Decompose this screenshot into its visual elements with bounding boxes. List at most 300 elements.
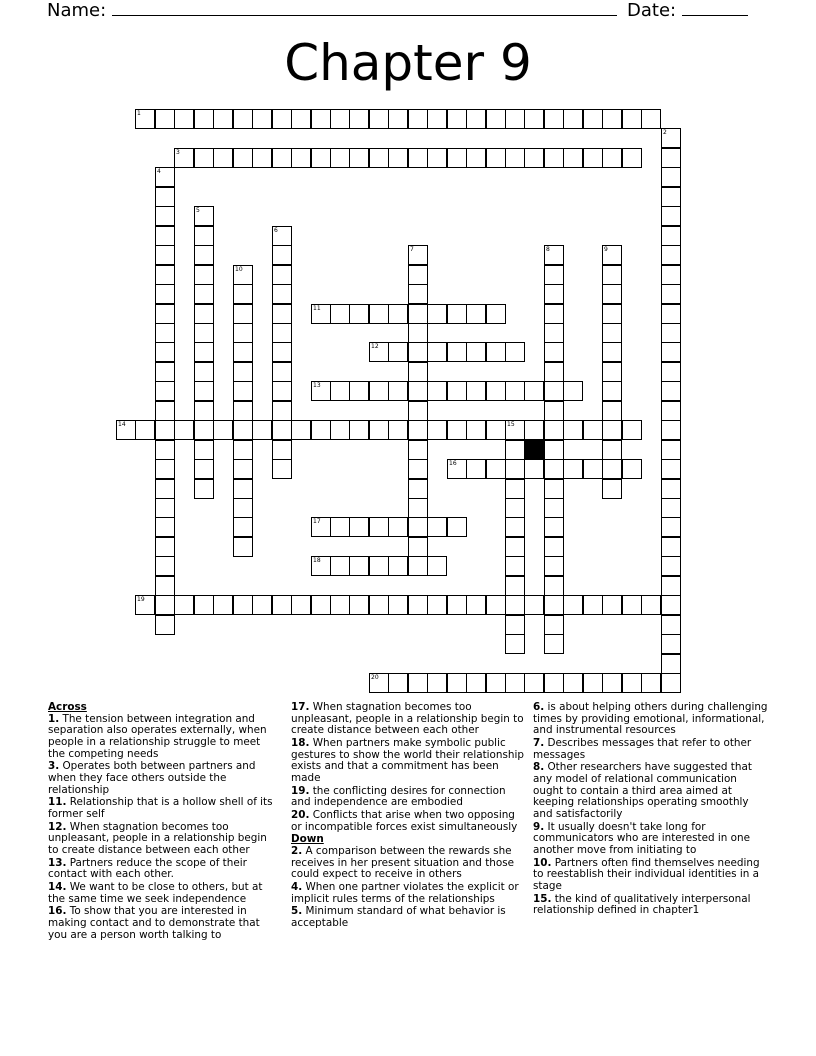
- grid-cell[interactable]: [233, 109, 253, 129]
- grid-cell[interactable]: [408, 459, 428, 479]
- grid-cell[interactable]: [544, 420, 564, 440]
- grid-cell[interactable]: [427, 556, 447, 576]
- grid-cell[interactable]: [544, 148, 564, 168]
- grid-cell[interactable]: [524, 673, 544, 693]
- grid-cell[interactable]: [408, 304, 428, 324]
- grid-cell[interactable]: [622, 109, 642, 129]
- grid-cell[interactable]: [233, 362, 253, 382]
- grid-cell[interactable]: [155, 362, 175, 382]
- grid-cell[interactable]: [272, 342, 292, 362]
- grid-cell[interactable]: [641, 109, 661, 129]
- grid-cell[interactable]: [408, 556, 428, 576]
- grid-cell[interactable]: [388, 420, 408, 440]
- grid-cell[interactable]: [408, 342, 428, 362]
- grid-cell[interactable]: [116, 420, 136, 440]
- grid-cell[interactable]: [602, 595, 622, 615]
- grid-cell[interactable]: [349, 304, 369, 324]
- grid-cell[interactable]: [602, 148, 622, 168]
- grid-cell[interactable]: [135, 109, 155, 129]
- grid-cell[interactable]: [388, 381, 408, 401]
- grid-cell[interactable]: [135, 595, 155, 615]
- grid-cell[interactable]: [233, 459, 253, 479]
- grid-cell[interactable]: [252, 595, 272, 615]
- grid-cell[interactable]: [661, 265, 681, 285]
- grid-cell[interactable]: [563, 673, 583, 693]
- grid-cell[interactable]: [155, 342, 175, 362]
- grid-cell[interactable]: [661, 440, 681, 460]
- grid-cell[interactable]: [349, 148, 369, 168]
- grid-cell[interactable]: [622, 673, 642, 693]
- grid-cell[interactable]: [583, 459, 603, 479]
- grid-cell[interactable]: [174, 148, 194, 168]
- grid-cell[interactable]: [369, 420, 389, 440]
- grid-cell[interactable]: [233, 479, 253, 499]
- grid-cell[interactable]: [466, 342, 486, 362]
- grid-cell[interactable]: [155, 226, 175, 246]
- grid-cell[interactable]: [233, 323, 253, 343]
- grid-cell[interactable]: [602, 362, 622, 382]
- grid-cell[interactable]: [505, 615, 525, 635]
- grid-cell[interactable]: [544, 615, 564, 635]
- grid-cell[interactable]: [486, 595, 506, 615]
- grid-cell[interactable]: [155, 109, 175, 129]
- grid-cell[interactable]: [661, 673, 681, 693]
- grid-cell[interactable]: [505, 517, 525, 537]
- grid-cell[interactable]: [661, 304, 681, 324]
- grid-cell[interactable]: [155, 265, 175, 285]
- grid-cell[interactable]: [369, 673, 389, 693]
- grid-cell[interactable]: [622, 595, 642, 615]
- grid-cell[interactable]: [311, 595, 331, 615]
- grid-cell[interactable]: [194, 148, 214, 168]
- grid-cell[interactable]: [194, 245, 214, 265]
- grid-cell[interactable]: [661, 634, 681, 654]
- grid-cell[interactable]: [233, 537, 253, 557]
- grid-cell[interactable]: [194, 323, 214, 343]
- grid-cell[interactable]: [524, 109, 544, 129]
- grid-cell[interactable]: [408, 440, 428, 460]
- grid-cell[interactable]: [330, 517, 350, 537]
- grid-cell[interactable]: [505, 109, 525, 129]
- grid-cell[interactable]: [388, 556, 408, 576]
- grid-cell[interactable]: [661, 420, 681, 440]
- grid-cell[interactable]: [272, 265, 292, 285]
- grid-cell[interactable]: [505, 459, 525, 479]
- grid-cell[interactable]: [194, 401, 214, 421]
- grid-cell[interactable]: [408, 517, 428, 537]
- grid-cell[interactable]: [272, 304, 292, 324]
- grid-cell[interactable]: [330, 420, 350, 440]
- grid-cell[interactable]: [563, 420, 583, 440]
- grid-cell[interactable]: [388, 342, 408, 362]
- grid-cell[interactable]: [602, 401, 622, 421]
- grid-cell[interactable]: [194, 595, 214, 615]
- grid-cell[interactable]: [155, 537, 175, 557]
- grid-cell[interactable]: [447, 420, 467, 440]
- grid-cell[interactable]: [272, 109, 292, 129]
- grid-cell[interactable]: [272, 440, 292, 460]
- grid-cell[interactable]: [155, 479, 175, 499]
- grid-cell[interactable]: [544, 537, 564, 557]
- grid-cell[interactable]: [583, 595, 603, 615]
- grid-cell[interactable]: [544, 556, 564, 576]
- grid-cell[interactable]: [661, 381, 681, 401]
- grid-cell[interactable]: [544, 595, 564, 615]
- grid-cell[interactable]: [233, 304, 253, 324]
- grid-cell[interactable]: [272, 148, 292, 168]
- grid-cell[interactable]: [194, 342, 214, 362]
- grid-cell[interactable]: [291, 109, 311, 129]
- grid-cell[interactable]: [155, 187, 175, 207]
- grid-cell[interactable]: [427, 673, 447, 693]
- grid-cell[interactable]: [486, 420, 506, 440]
- grid-cell[interactable]: [447, 342, 467, 362]
- grid-cell[interactable]: [311, 304, 331, 324]
- grid-cell[interactable]: [505, 537, 525, 557]
- grid-cell[interactable]: [388, 304, 408, 324]
- grid-cell[interactable]: [505, 440, 525, 460]
- grid-cell[interactable]: [233, 595, 253, 615]
- grid-cell[interactable]: [194, 420, 214, 440]
- grid-cell[interactable]: [544, 498, 564, 518]
- grid-cell[interactable]: [233, 498, 253, 518]
- grid-cell[interactable]: [466, 459, 486, 479]
- grid-cell[interactable]: [174, 109, 194, 129]
- grid-cell[interactable]: [233, 440, 253, 460]
- grid-cell[interactable]: [369, 517, 389, 537]
- grid-cell[interactable]: [155, 420, 175, 440]
- grid-cell[interactable]: [194, 440, 214, 460]
- grid-cell[interactable]: [602, 265, 622, 285]
- grid-cell[interactable]: [194, 226, 214, 246]
- grid-cell[interactable]: [233, 284, 253, 304]
- grid-cell[interactable]: [661, 245, 681, 265]
- grid-cell[interactable]: [505, 420, 525, 440]
- grid-cell[interactable]: [661, 187, 681, 207]
- grid-cell[interactable]: [155, 498, 175, 518]
- grid-cell[interactable]: [349, 517, 369, 537]
- grid-cell[interactable]: [427, 342, 447, 362]
- grid-cell[interactable]: [602, 440, 622, 460]
- grid-cell[interactable]: [194, 459, 214, 479]
- grid-cell[interactable]: [330, 595, 350, 615]
- grid-cell[interactable]: [272, 226, 292, 246]
- grid-cell[interactable]: [155, 284, 175, 304]
- grid-cell[interactable]: [349, 556, 369, 576]
- grid-cell[interactable]: [194, 284, 214, 304]
- grid-cell[interactable]: [661, 459, 681, 479]
- grid-cell[interactable]: [466, 420, 486, 440]
- grid-cell[interactable]: [369, 381, 389, 401]
- grid-cell[interactable]: [486, 109, 506, 129]
- grid-cell[interactable]: [311, 420, 331, 440]
- grid-cell[interactable]: [602, 673, 622, 693]
- grid-cell[interactable]: [602, 420, 622, 440]
- grid-cell[interactable]: [272, 284, 292, 304]
- grid-cell[interactable]: [447, 381, 467, 401]
- grid-cell[interactable]: [486, 342, 506, 362]
- grid-cell[interactable]: [272, 595, 292, 615]
- grid-cell[interactable]: [661, 517, 681, 537]
- grid-cell[interactable]: [272, 362, 292, 382]
- grid-cell[interactable]: [233, 148, 253, 168]
- grid-cell[interactable]: [252, 420, 272, 440]
- grid-cell[interactable]: [544, 459, 564, 479]
- grid-cell[interactable]: [505, 148, 525, 168]
- grid-cell[interactable]: [272, 323, 292, 343]
- grid-cell[interactable]: [602, 381, 622, 401]
- grid-cell[interactable]: [544, 245, 564, 265]
- grid-cell[interactable]: [233, 420, 253, 440]
- grid-cell[interactable]: [155, 556, 175, 576]
- grid-cell[interactable]: [427, 517, 447, 537]
- grid-cell[interactable]: [272, 401, 292, 421]
- grid-cell[interactable]: [427, 420, 447, 440]
- grid-cell[interactable]: [427, 148, 447, 168]
- grid-cell[interactable]: [213, 420, 233, 440]
- grid-cell[interactable]: [661, 323, 681, 343]
- grid-cell[interactable]: [622, 420, 642, 440]
- grid-cell[interactable]: [155, 245, 175, 265]
- grid-cell[interactable]: [408, 420, 428, 440]
- grid-cell[interactable]: [369, 304, 389, 324]
- grid-cell[interactable]: [388, 109, 408, 129]
- grid-cell[interactable]: [135, 420, 155, 440]
- grid-cell[interactable]: [447, 304, 467, 324]
- grid-cell[interactable]: [233, 517, 253, 537]
- grid-cell[interactable]: [447, 459, 467, 479]
- grid-cell[interactable]: [602, 245, 622, 265]
- grid-cell[interactable]: [291, 420, 311, 440]
- grid-cell[interactable]: [311, 556, 331, 576]
- grid-cell[interactable]: [602, 342, 622, 362]
- grid-cell[interactable]: [408, 265, 428, 285]
- grid-cell[interactable]: [661, 615, 681, 635]
- grid-cell[interactable]: [330, 304, 350, 324]
- grid-cell[interactable]: [544, 517, 564, 537]
- grid-cell[interactable]: [505, 479, 525, 499]
- grid-cell[interactable]: [602, 304, 622, 324]
- grid-cell[interactable]: [602, 459, 622, 479]
- grid-cell[interactable]: [194, 109, 214, 129]
- grid-cell[interactable]: [388, 595, 408, 615]
- grid-cell[interactable]: [505, 498, 525, 518]
- grid-cell[interactable]: [155, 595, 175, 615]
- grid-cell[interactable]: [369, 342, 389, 362]
- grid-cell[interactable]: [311, 109, 331, 129]
- grid-cell[interactable]: [155, 206, 175, 226]
- grid-cell[interactable]: [369, 148, 389, 168]
- grid-cell[interactable]: [330, 109, 350, 129]
- grid-cell[interactable]: [466, 148, 486, 168]
- grid-cell[interactable]: [349, 420, 369, 440]
- grid-cell[interactable]: [563, 381, 583, 401]
- grid-cell[interactable]: [583, 109, 603, 129]
- grid-cell[interactable]: [233, 401, 253, 421]
- grid-cell[interactable]: [233, 381, 253, 401]
- grid-cell[interactable]: [252, 109, 272, 129]
- grid-cell[interactable]: [563, 459, 583, 479]
- grid-cell[interactable]: [447, 595, 467, 615]
- grid-cell[interactable]: [427, 381, 447, 401]
- grid-cell[interactable]: [213, 595, 233, 615]
- grid-cell[interactable]: [661, 148, 681, 168]
- grid-cell[interactable]: [408, 284, 428, 304]
- grid-cell[interactable]: [661, 226, 681, 246]
- grid-cell[interactable]: [155, 167, 175, 187]
- grid-cell[interactable]: [583, 148, 603, 168]
- grid-cell[interactable]: [311, 517, 331, 537]
- grid-cell[interactable]: [291, 148, 311, 168]
- grid-cell[interactable]: [272, 420, 292, 440]
- grid-cell[interactable]: [661, 556, 681, 576]
- grid-cell[interactable]: [233, 265, 253, 285]
- grid-cell[interactable]: [544, 401, 564, 421]
- grid-cell[interactable]: [661, 401, 681, 421]
- grid-cell[interactable]: [466, 595, 486, 615]
- grid-cell[interactable]: [544, 284, 564, 304]
- grid-cell[interactable]: [622, 459, 642, 479]
- grid-cell[interactable]: [213, 148, 233, 168]
- grid-cell[interactable]: [408, 109, 428, 129]
- grid-cell[interactable]: [427, 304, 447, 324]
- grid-cell[interactable]: [661, 206, 681, 226]
- grid-cell[interactable]: [194, 479, 214, 499]
- grid-cell[interactable]: [330, 556, 350, 576]
- grid-cell[interactable]: [602, 284, 622, 304]
- grid-cell[interactable]: [524, 148, 544, 168]
- grid-cell[interactable]: [544, 381, 564, 401]
- grid-cell[interactable]: [155, 304, 175, 324]
- grid-cell[interactable]: [408, 148, 428, 168]
- grid-cell[interactable]: [544, 440, 564, 460]
- grid-cell[interactable]: [505, 576, 525, 596]
- grid-cell[interactable]: [641, 595, 661, 615]
- grid-cell[interactable]: [194, 381, 214, 401]
- grid-cell[interactable]: [602, 323, 622, 343]
- grid-cell[interactable]: [174, 595, 194, 615]
- grid-cell[interactable]: [388, 517, 408, 537]
- grid-cell[interactable]: [661, 576, 681, 596]
- grid-cell[interactable]: [330, 148, 350, 168]
- grid-cell[interactable]: [661, 479, 681, 499]
- grid-cell[interactable]: [466, 381, 486, 401]
- grid-cell[interactable]: [505, 595, 525, 615]
- grid-cell[interactable]: [233, 342, 253, 362]
- grid-cell[interactable]: [349, 109, 369, 129]
- grid-cell[interactable]: [194, 362, 214, 382]
- grid-cell[interactable]: [524, 381, 544, 401]
- grid-cell[interactable]: [408, 537, 428, 557]
- grid-cell[interactable]: [155, 517, 175, 537]
- grid-cell[interactable]: [544, 673, 564, 693]
- grid-cell[interactable]: [466, 109, 486, 129]
- grid-cell[interactable]: [291, 595, 311, 615]
- grid-cell[interactable]: [155, 459, 175, 479]
- grid-cell[interactable]: [408, 401, 428, 421]
- grid-cell[interactable]: [349, 595, 369, 615]
- grid-cell[interactable]: [583, 420, 603, 440]
- grid-cell[interactable]: [213, 109, 233, 129]
- grid-cell[interactable]: [369, 595, 389, 615]
- grid-cell[interactable]: [447, 109, 467, 129]
- grid-cell[interactable]: [272, 245, 292, 265]
- grid-cell[interactable]: [563, 148, 583, 168]
- grid-cell[interactable]: [311, 148, 331, 168]
- grid-cell[interactable]: [272, 459, 292, 479]
- grid-cell[interactable]: [622, 148, 642, 168]
- grid-cell[interactable]: [408, 479, 428, 499]
- grid-cell[interactable]: [408, 381, 428, 401]
- grid-cell[interactable]: [661, 654, 681, 674]
- grid-cell[interactable]: [369, 556, 389, 576]
- grid-cell[interactable]: [427, 595, 447, 615]
- grid-cell[interactable]: [544, 342, 564, 362]
- grid-cell[interactable]: [524, 459, 544, 479]
- grid-cell[interactable]: [544, 323, 564, 343]
- grid-cell[interactable]: [544, 265, 564, 285]
- grid-cell[interactable]: [486, 381, 506, 401]
- grid-cell[interactable]: [369, 109, 389, 129]
- grid-cell[interactable]: [524, 595, 544, 615]
- grid-cell[interactable]: [155, 615, 175, 635]
- grid-cell[interactable]: [388, 673, 408, 693]
- grid-cell[interactable]: [661, 342, 681, 362]
- grid-cell[interactable]: [408, 245, 428, 265]
- grid-cell[interactable]: [544, 479, 564, 499]
- grid-cell[interactable]: [155, 576, 175, 596]
- grid-cell[interactable]: [272, 381, 292, 401]
- grid-cell[interactable]: [174, 420, 194, 440]
- grid-cell[interactable]: [661, 284, 681, 304]
- grid-cell[interactable]: [486, 148, 506, 168]
- grid-cell[interactable]: [563, 109, 583, 129]
- grid-cell[interactable]: [661, 595, 681, 615]
- grid-cell[interactable]: [466, 673, 486, 693]
- grid-cell[interactable]: [194, 206, 214, 226]
- grid-cell[interactable]: [661, 362, 681, 382]
- grid-cell[interactable]: [544, 634, 564, 654]
- grid-cell[interactable]: [602, 479, 622, 499]
- grid-cell[interactable]: [563, 595, 583, 615]
- grid-cell[interactable]: [194, 304, 214, 324]
- grid-cell[interactable]: [661, 537, 681, 557]
- grid-cell[interactable]: [194, 265, 214, 285]
- grid-cell[interactable]: [408, 498, 428, 518]
- grid-cell[interactable]: [155, 323, 175, 343]
- grid-cell[interactable]: [661, 128, 681, 148]
- grid-cell[interactable]: [408, 323, 428, 343]
- grid-cell[interactable]: [330, 381, 350, 401]
- grid-cell[interactable]: [544, 576, 564, 596]
- grid-cell[interactable]: [486, 304, 506, 324]
- grid-cell[interactable]: [524, 420, 544, 440]
- grid-cell[interactable]: [544, 304, 564, 324]
- grid-cell[interactable]: [505, 673, 525, 693]
- grid-cell[interactable]: [349, 381, 369, 401]
- grid-cell[interactable]: [427, 109, 447, 129]
- grid-cell[interactable]: [602, 109, 622, 129]
- grid-cell[interactable]: [408, 673, 428, 693]
- grid-cell[interactable]: [505, 556, 525, 576]
- grid-cell[interactable]: [505, 634, 525, 654]
- grid-cell[interactable]: [447, 673, 467, 693]
- grid-cell[interactable]: [641, 673, 661, 693]
- grid-cell[interactable]: [544, 362, 564, 382]
- grid-cell[interactable]: [155, 381, 175, 401]
- grid-cell[interactable]: [155, 440, 175, 460]
- grid-cell[interactable]: [486, 673, 506, 693]
